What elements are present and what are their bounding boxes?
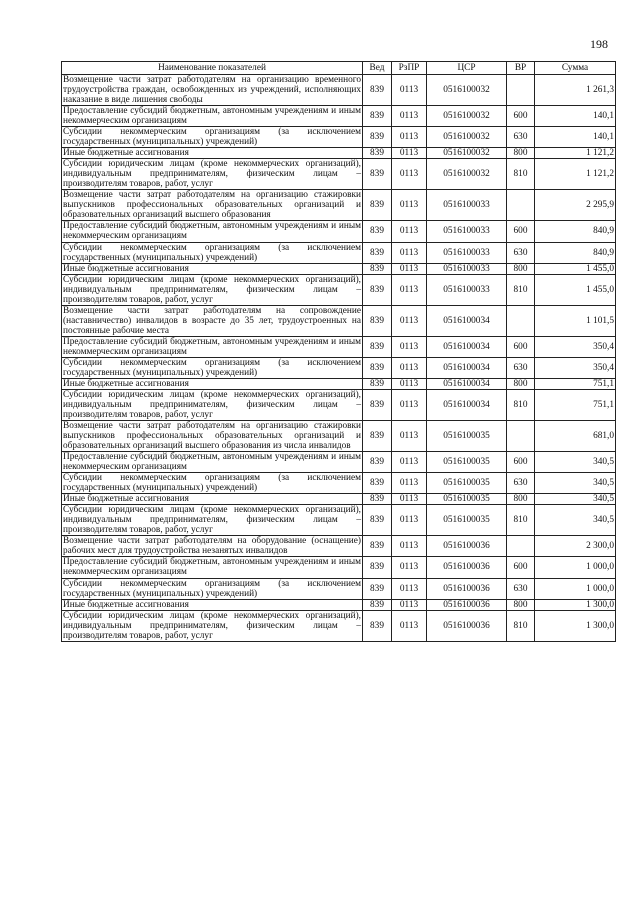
cell-rzpr: 0113 bbox=[392, 536, 427, 557]
cell-rzpr: 0113 bbox=[392, 473, 427, 494]
cell-name: Субсидии некоммерческим организациям (за исключением государственных (муниципальных) учреждений) bbox=[63, 242, 361, 263]
cell-csr: 0516100033 bbox=[427, 221, 507, 242]
cell-sum: 350,4 bbox=[535, 357, 616, 378]
cell-rzpr: 0113 bbox=[392, 357, 427, 378]
cell-vr: 600 bbox=[507, 336, 535, 357]
cell-csr: 0516100035 bbox=[427, 421, 507, 452]
cell-csr: 0516100036 bbox=[427, 536, 507, 557]
cell-csr: 0516100033 bbox=[427, 263, 507, 274]
cell-name: Субсидии юридическим лицам (кроме некоммерческих организаций), индивидуальным предпринимателям, физическим лицам – производителям товаров, работ, услуг bbox=[63, 159, 361, 190]
cell-csr: 0516100034 bbox=[427, 357, 507, 378]
cell-csr: 0516100036 bbox=[427, 610, 507, 641]
cell-ved: 839 bbox=[363, 578, 392, 599]
cell-csr: 0516100032 bbox=[427, 106, 507, 127]
cell-sum: 840,9 bbox=[535, 221, 616, 242]
table-row bbox=[62, 242, 616, 263]
table-row bbox=[62, 336, 616, 357]
cell-name: Предоставление субсидий бюджетным, автономным учреждениям и иным некоммерческим организациям bbox=[63, 336, 361, 357]
cell-rzpr: 0113 bbox=[392, 305, 427, 336]
cell-rzpr: 0113 bbox=[392, 557, 427, 578]
cell-name: Иные бюджетные ассигнования bbox=[62, 599, 363, 610]
cell-ved: 839 bbox=[363, 357, 392, 378]
cell-rzpr: 0113 bbox=[392, 221, 427, 242]
cell-csr: 0516100035 bbox=[427, 505, 507, 536]
cell-csr: 0516100034 bbox=[427, 305, 507, 336]
page-number: 198 bbox=[590, 37, 608, 51]
cell-sum: 1 000,0 bbox=[535, 578, 616, 599]
cell-name: Иные бюджетные ассигнования bbox=[62, 148, 363, 159]
cell-sum: 340,5 bbox=[535, 473, 616, 494]
cell-vr: 800 bbox=[507, 148, 535, 159]
cell-ved: 839 bbox=[363, 599, 392, 610]
cell-csr: 0516100032 bbox=[427, 148, 507, 159]
table-row bbox=[62, 494, 616, 505]
cell-vr: 810 bbox=[507, 505, 535, 536]
cell-vr: 630 bbox=[507, 127, 535, 148]
cell-ved: 839 bbox=[363, 263, 392, 274]
cell-name: Иные бюджетные ассигнования bbox=[62, 378, 363, 389]
cell-ved: 839 bbox=[363, 221, 392, 242]
cell-csr: 0516100035 bbox=[427, 452, 507, 473]
cell-vr bbox=[507, 421, 535, 452]
cell-csr: 0516100033 bbox=[427, 190, 507, 221]
table-row bbox=[62, 599, 616, 610]
table-row bbox=[62, 505, 616, 536]
cell-ved: 839 bbox=[363, 536, 392, 557]
cell-rzpr: 0113 bbox=[392, 148, 427, 159]
table-row bbox=[62, 106, 616, 127]
cell-ved: 839 bbox=[363, 274, 392, 305]
cell-ved: 839 bbox=[363, 494, 392, 505]
cell-vr: 810 bbox=[507, 610, 535, 641]
cell-rzpr: 0113 bbox=[392, 242, 427, 263]
cell-ved: 839 bbox=[363, 389, 392, 420]
header-row bbox=[62, 62, 616, 75]
cell-sum: 1 455,0 bbox=[535, 263, 616, 274]
cell-csr: 0516100032 bbox=[427, 75, 507, 106]
header-vr: ВР bbox=[507, 62, 535, 75]
cell-name: Субсидии некоммерческим организациям (за исключением государственных (муниципальных) учреждений) bbox=[63, 473, 361, 494]
cell-rzpr: 0113 bbox=[392, 127, 427, 148]
cell-name: Субсидии юридическим лицам (кроме некоммерческих организаций), индивидуальным предпринимателям, физическим лицам – производителям товаров, работ, услуг bbox=[63, 389, 361, 420]
cell-name: Предоставление субсидий бюджетным, автономным учреждениям и иным некоммерческим организациям bbox=[63, 452, 361, 473]
cell-rzpr: 0113 bbox=[392, 505, 427, 536]
cell-vr: 810 bbox=[507, 389, 535, 420]
cell-sum: 751,1 bbox=[535, 389, 616, 420]
cell-name: Субсидии некоммерческим организациям (за исключением государственных (муниципальных) учреждений) bbox=[63, 127, 361, 148]
table-body bbox=[62, 75, 616, 642]
cell-name: Иные бюджетные ассигнования bbox=[62, 494, 363, 505]
table-row bbox=[62, 610, 616, 641]
cell-name: Предоставление субсидий бюджетным, автономным учреждениям и иным некоммерческим организациям bbox=[63, 106, 361, 127]
cell-rzpr: 0113 bbox=[392, 263, 427, 274]
cell-rzpr: 0113 bbox=[392, 494, 427, 505]
table-row bbox=[62, 357, 616, 378]
cell-csr: 0516100036 bbox=[427, 578, 507, 599]
cell-sum: 681,0 bbox=[535, 421, 616, 452]
cell-vr: 800 bbox=[507, 378, 535, 389]
cell-vr bbox=[507, 305, 535, 336]
cell-sum: 1 000,0 bbox=[535, 557, 616, 578]
cell-vr: 800 bbox=[507, 263, 535, 274]
cell-rzpr: 0113 bbox=[392, 578, 427, 599]
cell-csr: 0516100032 bbox=[427, 127, 507, 148]
cell-vr: 630 bbox=[507, 578, 535, 599]
cell-sum: 340,5 bbox=[535, 505, 616, 536]
table-row bbox=[62, 378, 616, 389]
cell-csr: 0516100033 bbox=[427, 274, 507, 305]
table-row bbox=[62, 452, 616, 473]
cell-name: Субсидии некоммерческим организациям (за исключением государственных (муниципальных) учреждений) bbox=[63, 357, 361, 378]
cell-name: Возмещение части затрат работодателям на организацию стажировки выпускников профессиональных образовательных организаций и образовательных организаций высшего образования bbox=[63, 190, 361, 221]
cell-ved: 839 bbox=[363, 127, 392, 148]
cell-ved: 839 bbox=[363, 610, 392, 641]
table-row bbox=[62, 159, 616, 190]
table-row bbox=[62, 274, 616, 305]
cell-sum: 1 455,0 bbox=[535, 274, 616, 305]
table-row bbox=[62, 127, 616, 148]
cell-name: Возмещение части затрат работодателям на оборудование (оснащение) рабочих мест для трудоустройства незанятых инвалидов bbox=[63, 536, 361, 557]
table-row bbox=[62, 190, 616, 221]
cell-name: Субсидии юридическим лицам (кроме некоммерческих организаций), индивидуальным предпринимателям, физическим лицам – производителям товаров, работ, услуг bbox=[63, 505, 361, 536]
table-row bbox=[62, 75, 616, 106]
cell-ved: 839 bbox=[363, 336, 392, 357]
cell-csr: 0516100032 bbox=[427, 159, 507, 190]
header-sum: Сумма bbox=[535, 62, 616, 75]
cell-name: Возмещение части затрат работодателям на организацию временного трудоустройства граждан, освобожденных из учреждений, исполняющих наказание в виде лишения свободы bbox=[63, 75, 361, 106]
cell-csr: 0516100036 bbox=[427, 599, 507, 610]
table-row bbox=[62, 221, 616, 242]
header-rzpr: РзПР bbox=[392, 62, 427, 75]
cell-rzpr: 0113 bbox=[392, 389, 427, 420]
cell-csr: 0516100034 bbox=[427, 389, 507, 420]
cell-rzpr: 0113 bbox=[392, 610, 427, 641]
cell-name: Субсидии юридическим лицам (кроме некоммерческих организаций), индивидуальным предпринимателям, физическим лицам – производителям товаров, работ, услуг bbox=[63, 274, 361, 305]
cell-ved: 839 bbox=[363, 106, 392, 127]
cell-rzpr: 0113 bbox=[392, 452, 427, 473]
budget-table bbox=[61, 61, 616, 642]
cell-vr: 630 bbox=[507, 473, 535, 494]
cell-sum: 840,9 bbox=[535, 242, 616, 263]
cell-vr: 600 bbox=[507, 452, 535, 473]
cell-vr bbox=[507, 536, 535, 557]
cell-sum: 2 300,0 bbox=[535, 536, 616, 557]
cell-ved: 839 bbox=[363, 75, 392, 106]
cell-vr: 600 bbox=[507, 557, 535, 578]
cell-sum: 140,1 bbox=[535, 127, 616, 148]
cell-rzpr: 0113 bbox=[392, 336, 427, 357]
cell-name: Предоставление субсидий бюджетным, автономным учреждениям и иным некоммерческим организациям bbox=[63, 557, 361, 578]
cell-vr: 630 bbox=[507, 357, 535, 378]
cell-ved: 839 bbox=[363, 159, 392, 190]
cell-rzpr: 0113 bbox=[392, 159, 427, 190]
cell-sum: 140,1 bbox=[535, 106, 616, 127]
cell-csr: 0516100033 bbox=[427, 242, 507, 263]
table-row bbox=[62, 536, 616, 557]
cell-rzpr: 0113 bbox=[392, 599, 427, 610]
cell-vr: 810 bbox=[507, 274, 535, 305]
cell-sum: 1 101,5 bbox=[535, 305, 616, 336]
table-row bbox=[62, 263, 616, 274]
cell-ved: 839 bbox=[363, 242, 392, 263]
cell-sum: 1 261,3 bbox=[535, 75, 616, 106]
cell-vr: 800 bbox=[507, 599, 535, 610]
cell-ved: 839 bbox=[363, 148, 392, 159]
cell-name: Возмещение части затрат работодателям на сопровождение (наставничество) инвалидов в возрасте до 35 лет, трудоустроенных на постоянные рабочие места bbox=[63, 305, 361, 336]
cell-ved: 839 bbox=[363, 505, 392, 536]
cell-rzpr: 0113 bbox=[392, 190, 427, 221]
header-ved: Вед bbox=[363, 62, 392, 75]
table-row bbox=[62, 421, 616, 452]
cell-ved: 839 bbox=[363, 473, 392, 494]
cell-ved: 839 bbox=[363, 421, 392, 452]
cell-name: Субсидии юридическим лицам (кроме некоммерческих организаций), индивидуальным предпринимателям, физическим лицам – производителям товаров, работ, услуг bbox=[63, 610, 361, 641]
cell-name: Субсидии некоммерческим организациям (за исключением государственных (муниципальных) учреждений) bbox=[63, 578, 361, 599]
cell-sum: 1 300,0 bbox=[535, 599, 616, 610]
cell-ved: 839 bbox=[363, 190, 392, 221]
cell-rzpr: 0113 bbox=[392, 421, 427, 452]
cell-csr: 0516100035 bbox=[427, 473, 507, 494]
cell-name: Возмещение части затрат работодателям на организацию стажировки выпускников профессиональных образовательных организаций и образовательных организаций высшего образования из числа инвалидов bbox=[63, 421, 361, 452]
cell-vr: 600 bbox=[507, 106, 535, 127]
table-row bbox=[62, 148, 616, 159]
cell-csr: 0516100034 bbox=[427, 378, 507, 389]
cell-ved: 839 bbox=[363, 305, 392, 336]
cell-rzpr: 0113 bbox=[392, 106, 427, 127]
cell-name: Иные бюджетные ассигнования bbox=[62, 263, 363, 274]
cell-vr bbox=[507, 75, 535, 106]
cell-rzpr: 0113 bbox=[392, 274, 427, 305]
cell-sum: 751,1 bbox=[535, 378, 616, 389]
cell-vr: 810 bbox=[507, 159, 535, 190]
cell-sum: 340,5 bbox=[535, 494, 616, 505]
table-row bbox=[62, 389, 616, 420]
cell-ved: 839 bbox=[363, 452, 392, 473]
cell-sum: 1 121,2 bbox=[535, 148, 616, 159]
table-row bbox=[62, 557, 616, 578]
cell-vr bbox=[507, 190, 535, 221]
table-header bbox=[62, 62, 616, 75]
cell-sum: 350,4 bbox=[535, 336, 616, 357]
cell-sum: 2 295,9 bbox=[535, 190, 616, 221]
cell-vr: 630 bbox=[507, 242, 535, 263]
cell-ved: 839 bbox=[363, 557, 392, 578]
header-name: Наименование показателей bbox=[62, 62, 363, 75]
cell-sum: 1 300,0 bbox=[535, 610, 616, 641]
cell-csr: 0516100034 bbox=[427, 336, 507, 357]
cell-name: Предоставление субсидий бюджетным, автономным учреждениям и иным некоммерческим организациям bbox=[63, 221, 361, 242]
cell-vr: 800 bbox=[507, 494, 535, 505]
cell-csr: 0516100035 bbox=[427, 494, 507, 505]
cell-sum: 340,5 bbox=[535, 452, 616, 473]
header-csr: ЦСР bbox=[427, 62, 507, 75]
cell-rzpr: 0113 bbox=[392, 75, 427, 106]
cell-rzpr: 0113 bbox=[392, 378, 427, 389]
table-row bbox=[62, 578, 616, 599]
table-row bbox=[62, 305, 616, 336]
cell-vr: 600 bbox=[507, 221, 535, 242]
cell-ved: 839 bbox=[363, 378, 392, 389]
cell-csr: 0516100036 bbox=[427, 557, 507, 578]
table-row bbox=[62, 473, 616, 494]
cell-sum: 1 121,2 bbox=[535, 159, 616, 190]
